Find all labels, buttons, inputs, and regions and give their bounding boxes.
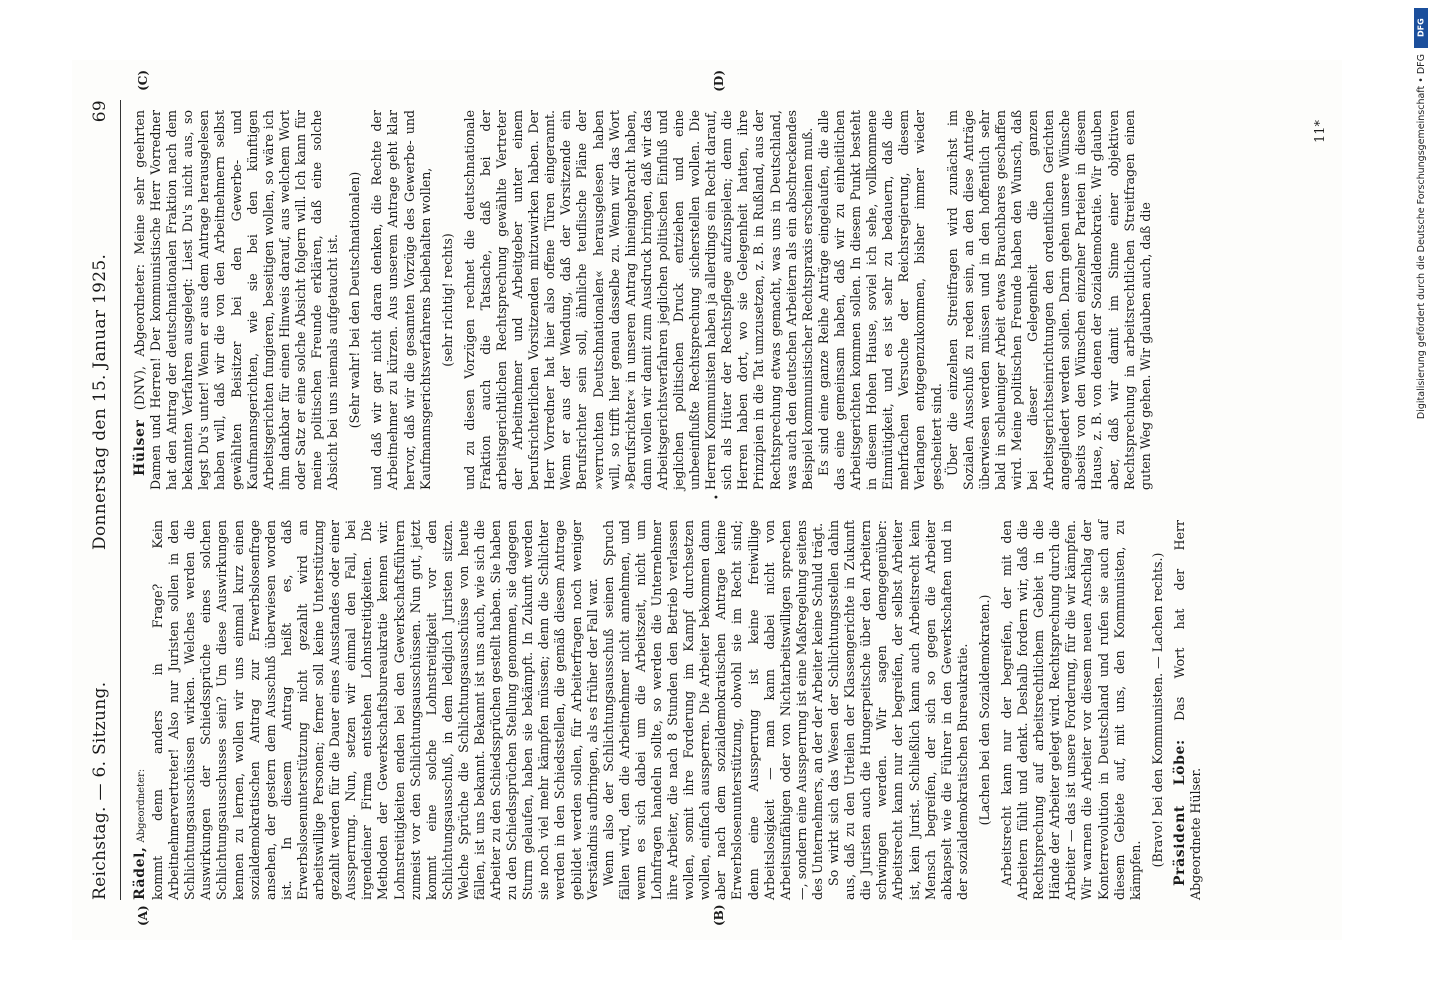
header-date: Donnerstag den 15. Januar 1925. — [90, 253, 110, 550]
dfg-sidebar — [1408, 0, 1434, 1000]
interjection: (Lachen bei den Sozialdemokraten.) — [976, 594, 992, 826]
paragraph: Arbeitsrecht kann nur der begreifen, der mit den Arbeitern fühlt und denkt. Deshalb fordern wir, daß die Rechtsprechung auf arbeitsrechtlichem Gebiet in die Hände der Arbeiter gelegt wird. Rechtsprechung durch die Arbeiter — das ist unsere Forderung, für die wir kämpfen. Wir warnen die Arbeiter vor diesem neuen Anschlag der Konterrevolution in Deutschland und rufen sie auch auf diesem Gebiete auf, mit uns, den Kommunisten, zu kämpfen. — [998, 520, 1143, 900]
page-number: 69 — [90, 100, 110, 123]
interjection: (Sehr wahr! bei den Deutschnationalen) — [347, 171, 363, 429]
paragraph: kommt denn anders in Frage? Kein Arbeitnehmervertreter! Also nur Juristen sollen in den Schlichtungsausschüssen wirken. Welches werden die Auswirkungen der Schiedssprüche eines solchen Schlichtungsausschusses sein? Um diese Auswirkungen kennen zu lernen, wollen wir uns einmal kurz einen sozialdemokratischen Antrag zur Erwerbslosenfrage ansehen, der gestern dem Ausschuß überwiesen worden ist. In diesem Antrag heißt es, daß Erwerbslosenunterstützung nicht gezahlt wird an arbeitswillige Personen; ferner soll keine Unterstützung gezahlt werden für die Dauer eines Ausstandes oder einer Aussperrung. Nun, setzen wir einmal den Fall, bei irgendeiner Firma entstehen Lohnstreitigkeiten. Die Methoden der Gewerkschaftsbureaukratie kennen wir. Lohnstreitigkeiten enden bei den Gewerkschaftsführern zumeist vor den Schlichtungsausschüssen. Nun gut, jetzt kommt eine solche Lohnstreitigkeit vor den Schlichtungsausschuß, in dem lediglich Juristen sitzen. Welche Sprüche die Schlichtungsausschüsse von heute fällen, ist uns bekannt. Bekannt ist uns auch, wie sich die Arbeiter zu den Schiedssprüchen gestellt haben. Sie haben zu den Schiedssprüchen Stellung genommen, sie dagegen Sturm gelaufen, haben sie bekämpft. In Zukunft werden sie noch viel mehr kämpfen müssen; denn die Schlichter werden in den Schiedsstellen, die gemäß diesem Antrage gebildet werden sollen, für Arbeiterfragen noch weniger Verständnis aufbringen, als es früher der Fall war. — [150, 520, 600, 900]
signature-mark: 11* — [1313, 120, 1328, 144]
margin-marker-c: (C) — [136, 70, 150, 91]
speaker-continuation — [132, 520, 150, 900]
paragraph: Meine sehr geehrten Damen und Herren! Der kommunistische Herr Vorredner hat den Antrag der deutschnationalen Fraktion nach dem bekannten Verfahren ausgelegt: Liest Du's nicht aus, so legst Du's unter! Wenn er aus dem Antrage herausgelesen haben will, daß wir die von den Arbeitnehmern selbst gewählten Beisitzer bei den Gewerbe- und Kaufmannsgerichten, wie sie bei den künftigen Arbeitsgerichten fungieren, beseitigen wollen, so wäre ich ihm dankbar für einen Hinweis darauf, aus welchem Wort oder Satz er eine solche Absicht folgern will. Ich kann für meine politischen Freunde erklären, daß eine solche Absicht bei uns niemals aufgetaucht ist. — [132, 110, 341, 490]
paragraph: Wenn also der Schlichtungsausschuß seinen Spruch fällen wird, den die Arbeitnehmer nicht annehmen, und wenn es sich dabei um die Arbeitszeit, nicht um Lohnfragen handeln sollte, so werden die Unternehmer ihre Arbeiter, die nach 8 Stunden den Betrieb verlassen wollen, somit ihre Forderung im Kampf durchsetzen wollen, einfach aussperren. Die Arbeiter bekommen dann aber nach dem sozialdemokratischen Antrage keine Erwerbslosenunterstützung, obwohl sie im Recht sind; denn eine Aussperrung ist keine freiwillige Arbeitslosigkeit — man kann dabei nicht von Arbeitsunfähigen oder von Nichtarbeitswilligen sprechen —, sondern eine Aussperrung ist eine Maßregelung seitens des Unternehmers, an der der Arbeiter keine Schuld trägt. — [600, 520, 825, 900]
margin-marker-d: (D) — [712, 70, 726, 92]
paragraph: So wirkt sich das Wesen der Schlichtungsstellen dahin aus, daß zu den Urteilen der Klassengerichte in Zukunft die Juristen auch die Hungerpeitsche über den Arbeitern schwingen werden. Wir sagen demgegenüber: Arbeitsrecht kann nur der begreifen, der selbst Arbeiter ist, kein Jurist. Schließlich kann auch Arbeitsrecht kein Mensch begreifen, der sich so gegen die Arbeiter abkapselt wie die Führer in den Gewerkschaften und in der sozialdemokratischen Bureaukratie. — [826, 520, 970, 900]
president-label: Präsident Löbe: — [1171, 739, 1188, 886]
speaker-role: Abgeordneter: — [136, 768, 147, 843]
interjection: (sehr richtig! rechts) — [439, 233, 455, 367]
paragraph: und zu diesen Vorzügen rechnet die deutschnationale Fraktion auch die Tatsache, daß bei der arbeitsgerichtlichen Rechtsprechung gewählte Vertreter der Arbeitnehmer und Arbeitgeber unter einem berufsrichterlichen Vorsitzenden mitzuwirken haben. Der Herr Vorredner hat hier also offene Türen eingerannt. Wenn er aus der Wendung, daß der Vorsitzende ein Berufsrichter sein soll, ähnliche teuflische Pläne der »verruchten Deutschnationalen« herausgelesen haben will, so trifft hier genau dasselbe zu. Wenn wir das Wort »Berufsrichter« in unseren Antrag hineingebracht haben, dann wollen wir damit zum Ausdruck bringen, daß wir das Arbeitsgerichtsverfahren jeglichen politischen Einfluß und jeglichen politischen Druck entziehen und eine unbeeinflußte Rechtsprechung sicherstellen wollen. Die Herren Kommunisten haben ja allerdings ein Recht darauf, sich als Hüter der Rechtspflege aufzuspielen; denn die Herren haben dort, wo sie Gelegenheit hatten, ihre Prinzipien in die Tat umzusetzen, z. B. in Rußland, aus der Rechtsprechung etwas gemacht, was uns in Deutschland, was auch den deutschen Arbeitern als ein abschreckendes Beispiel kommunistischer Rechtspraxis erscheinen muß. — [461, 110, 815, 490]
speaker-party: (DNV), Abgeordneter: — [132, 263, 147, 411]
paragraph: Es sind eine ganze Reihe Anträge eingelaufen, die alle das eine gemeinsam haben, daß wir zu einheitlichen Arbeitsgerichten kommen sollen. In diesem Punkt besteht in diesem Hohen Hause, soviel ich sehe, vollkommene Einmütigkeit, und es ist sehr zu bedauern, daß die mehrfachen Versuche der Reichsregierung, diesem Verlangen entgegenzukommen, bisher immer wieder gescheitert sind. — [815, 110, 944, 490]
president-text: Das Wort hat der Herr Abgeordnete Hülser. — [1171, 520, 1203, 900]
page-header — [90, 100, 121, 900]
margin-marker-a: (A) — [136, 905, 150, 926]
paragraph: und daß wir gar nicht daran denken, die Rechte der Arbeitnehmer zu kürzen. Aus unserem Antrage geht klar hervor, daß wir die gesamten Vorzüge des Gewerbe- und Kaufmannsgerichtsverfahrens beibehalten wollen, — [369, 110, 433, 490]
speaker-name: Rädel, — [132, 846, 148, 900]
right-column — [132, 110, 1302, 490]
margin-marker-b: (B) — [712, 904, 726, 926]
interjection: (Bravo! bei den Kommunisten. — Lachen rechts.) — [1149, 552, 1165, 868]
dfg-logo-icon: DFG — [1414, 8, 1428, 48]
left-column — [132, 520, 1302, 900]
speaker-name: Hülser — [132, 419, 148, 476]
scan-speck: • — [712, 494, 723, 500]
dfg-funding-note: Digitalisierung gefördert durch die Deutsche Forschungsgemeinschaft • DFG — [1415, 54, 1427, 420]
document-page — [72, 60, 1342, 940]
header-left: Reichstag. — 6. Sitzung. — [90, 681, 110, 900]
paragraph: Über die einzelnen Streitfragen wird zunächst im Sozialen Ausschuß zu reden sein, an den diese Anträge überwiesen werden müssen und in den hoffentlich sehr bald in schleuniger Arbeit etwas Brauchbares geschaffen wird. Meine politischen Freunde haben den Wunsch, daß bei dieser Gelegenheit die ganzen Arbeitsgerichtseinrichtungen den ordentlichen Gerichten angegliedert werden sollen. Darin gehen unsere Wünsche abseits von den Wünschen einzelner Parteien in diesem Hause, z. B. von denen der Sozialdemokratie. Wir glauben aber, daß wir damit im Sinne einer objektiven Rechtsprechung in arbeitsrechtlichen Streitfragen einen guten Weg gehen. Wir glauben auch, daß die — [944, 110, 1153, 490]
